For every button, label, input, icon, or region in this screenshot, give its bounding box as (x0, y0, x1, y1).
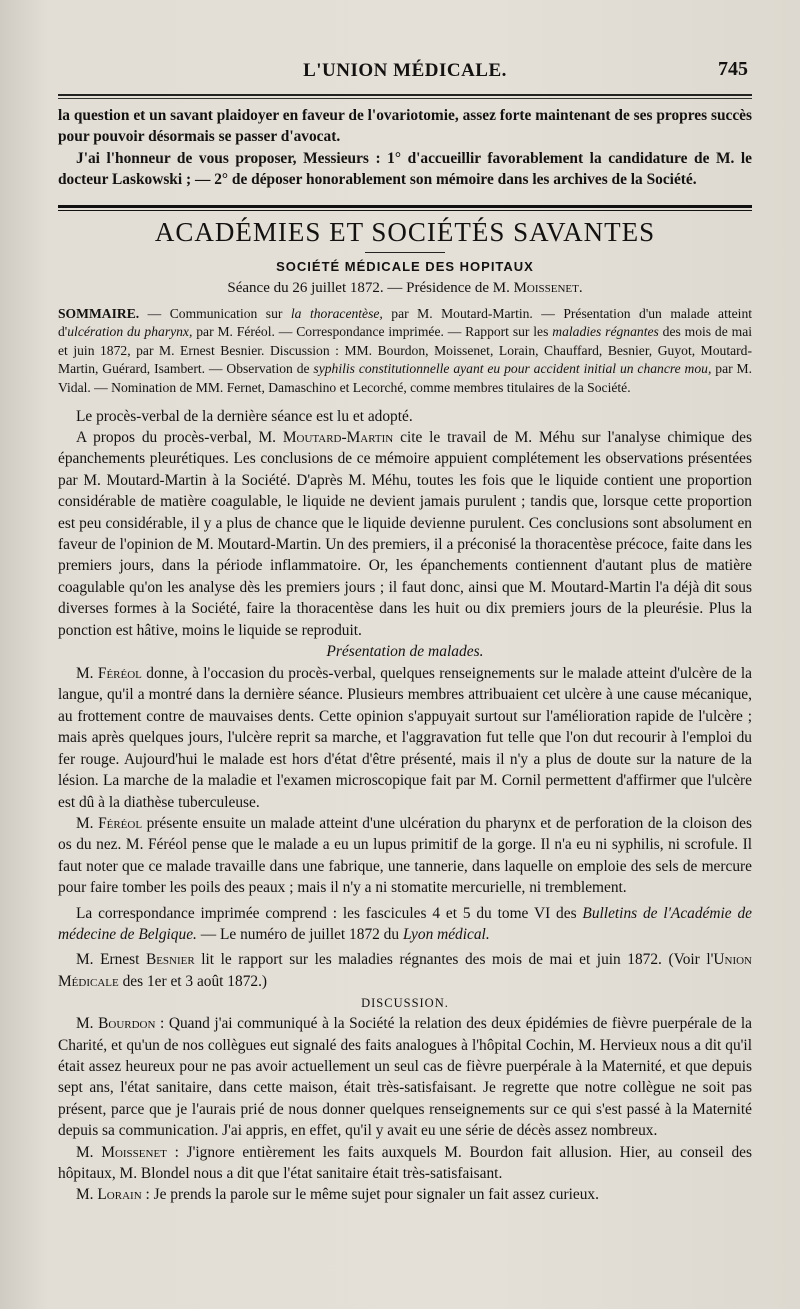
summary-part-b: par M. Moutard-Martin. — Présentation d'un malade atteint d' (58, 305, 753, 340)
summary-italic-a: la thoracentèse, (290, 305, 383, 321)
moutard-text-b: cite le travail de M. Méhu sur l'analyse chimique des épanchements pleurétiques. Les conclusions de ce mémoire appuient complétement les observations présentées par M. Moutard-Martin à la Société. D'après M. Méhu, toutes les fois que le liquide contient une proportion considérable de matière coagulable, le liquide ne devient jamais purulent ; tandis que, lorsque cette proportion est peu considérable, il y a plus de chance que le liquide devienne purulent. Ces conclusions sont absolument en faveur de l'opinion de M. Moutard-Martin. Un des premiers, il a préconisé la thoracentèse précoce, faite dans les premiers jours, dans la période inflammatoire. Or, les épanchements contiennent d'autant plus de matière coagulable qu'on les analyse dès les premiers jours ; il faut donc, ainsi que M. Moutard-Martin l'a déjà dit sous diverses formes à la Société, faire la thoracentèse dans les huit ou dix premiers jours de la pleurésie. Plus la ponction est hâtive, moins le liquide se reproduit. (58, 429, 752, 639)
lorain-text-a: M. (76, 1186, 94, 1204)
speaker-moissenet: Moissenet (101, 1143, 167, 1161)
speaker-bourdon: Bourdon (98, 1015, 156, 1033)
summary-label: SOMMAIRE. (58, 305, 140, 321)
speaker-lorain: Lorain (97, 1186, 142, 1204)
bourdon-text-b: : Quand j'ai communiqué à la Société la relation des deux épidémies de fièvre puerpérale de la Charité, et qu'un de nos collègues eut signalé des faits analogues à l'hôpital Cochin, M. Hervieux nous a dit qu'il était assez heureux pour ne pas avoir actuellement un seul cas de fièvre puerpérale à la Maternité, et que depuis sept ans, l'état sanitaire, dans cette maison, était très-satisfaisant. Je regrette que notre collègue ne soit pas présent, parce que je l'aurais prié de nous donner quelques renseignements sur ce qui s'est passé à la Maternité depuis sa communication. J'ai appris, en effet, qu'il y avait eu une série de décès assez nombreux. (58, 1015, 752, 1140)
fereol1-text-b: donne, à l'occasion du procès-verbal, quelques renseignements sur le malade atteint d'ulcère de la langue, qu'il a montré dans la dernière séance. Plusieurs membres attribuaient cet ulcère à une cause mécanique, au frottement contre de mauvaises dents. Cette opinion s'appuyait surtout sur l'amélioration rapide de l'ulcère ; mais après quelques jours, l'ulcère reprit sa marche, et l'aggravation fut telle que l'on dut recourir à l'emploi du fer rouge. Aujourd'hui le malade est hors d'état d'être présenté, mais il n'y a plus de doute sur la nature de la lésion. La marche de la maladie et l'examen microscopique fait par M. Cornil permettent d'affirmer que l'ulcère est dû à la diathèse tuberculeuse. (58, 665, 752, 811)
page-number: 745 (718, 58, 748, 80)
page-header (58, 52, 752, 94)
summary-italic-c: maladies régnantes (552, 324, 659, 340)
title-rule (365, 252, 445, 253)
moissenet-paragraph (58, 1142, 752, 1185)
besnier-text-c: des 1er et 3 août 1872.) (122, 972, 268, 990)
speaker-moutard: Moutard-Martin (282, 429, 394, 446)
fereol1-text-a: M. (76, 665, 94, 683)
seance-text: Séance du 26 juillet 1872. — Présidence de M. (227, 279, 510, 296)
moutard-text-a: A propos du procès-verbal, M. (76, 429, 277, 446)
fereol-paragraph-2 (58, 813, 752, 899)
intro-paragraph-1: la question et un savant plaidoyer en faveur de l'ovariotomie, assez forte maintenant de ses propres succès pour pouvoir désormais se passer d'avocat. (58, 107, 752, 146)
discussion-heading: DISCUSSION. (361, 996, 449, 1011)
president-name: Moissenet. (513, 279, 583, 296)
summary-italic-d: syphilis constitutionnelle ayant eu pour accident initial un chancre mou, (313, 361, 712, 377)
speaker-fereol-2: Féréol (98, 814, 143, 832)
summary-part-e: par M. Vidal. — Nomination de MM. Fernet, Damaschino et Lecorché, comme membres titulaires de la Société. (58, 361, 752, 395)
summary-block (58, 305, 752, 398)
besnier-paragraph (58, 949, 752, 992)
summary-part-a: — Communication sur (147, 305, 283, 321)
union-medicale-ref: Union Médicale (58, 951, 752, 990)
fereol2-text-a: M. (76, 814, 94, 832)
running-title: L'UNION MÉDICALE. (303, 60, 507, 81)
summary-part-c: par M. Féréol. — Correspondance imprimée. — Rapport sur les (196, 324, 549, 340)
presentation-heading: Présentation de malades. (326, 643, 484, 661)
summary-part-d: des mois de mai et juin 1872, par M. Ernest Besnier. Discussion : MM. Bourdon, Moissenet, Lorain, Chauffard, Besnier, Guyot, Moutard-Martin, Guérard, Isambert. — Observation de (58, 324, 752, 377)
proces-verbal-paragraph: Le procès-verbal de la dernière séance est lu et adopté. (76, 407, 413, 425)
bourdon-paragraph (58, 1013, 752, 1141)
header-rule-thin (58, 98, 752, 99)
corr-text-b: — Le numéro de juillet 1872 du (200, 925, 400, 943)
speaker-fereol: Féréol (97, 665, 142, 683)
lorain-text-b: : Je prends la parole sur le même sujet pour signaler un fait assez curieux. (145, 1186, 599, 1204)
corr-text-a: La correspondance imprimée comprend : les fascicules 4 et 5 du tome VI des (76, 904, 577, 922)
correspondence-paragraph (58, 903, 752, 946)
header-rule (58, 94, 752, 96)
fereol-paragraph-1 (58, 663, 752, 813)
corr-italic-1: Bulletins de l'Académie de médecine de Belgique. (58, 904, 752, 943)
section-divider (58, 205, 752, 211)
moissenet-text-b: : J'ignore entièrement les faits auxquels M. Bourdon fait allusion. Hier, au conseil des hôpitaux, M. Blondel nous a dit que l'état sanitaire était très-satisfaisant. (58, 1143, 752, 1182)
moutard-paragraph (58, 427, 752, 641)
corr-italic-2: Lyon médical. (402, 925, 490, 943)
fereol2-text-b: présente ensuite un malade atteint d'une ulcération du pharynx et de perforation de la cloison des os du nez. M. Féréol pense que le malade a eu un lupus primitif de la gorge. Il n'a eu ni syphilis, ni scrofule. Il faut noter que ce malade travaille dans une fabrique, une tannerie, dans laquelle on emploie des sels de mercure pour faire tomber les poils des peaux ; mais il n'y a ni stomatite mercurielle, ni tremblement. (58, 814, 752, 897)
speaker-besnier: Besnier (145, 951, 195, 969)
summary-italic-b: ulcération du pharynx, (67, 324, 193, 340)
seance-line (58, 280, 752, 297)
besnier-text-b: lit le rapport sur les maladies régnantes des mois de mai et juin 1872. (Voir l' (201, 951, 714, 969)
section-title: ACADÉMIES ET SOCIÉTÉS SAVANTES (154, 216, 656, 247)
bourdon-text-a: M. (76, 1015, 94, 1033)
society-name: SOCIÉTÉ MÉDICALE DES HOPITAUX (276, 258, 534, 274)
lorain-paragraph (58, 1184, 752, 1205)
besnier-text-a: M. Ernest (76, 951, 140, 969)
intro-paragraph-2: J'ai l'honneur de vous proposer, Messieurs : 1° d'accueillir favorablement la candidature de M. le docteur Laskowski ; — 2° de déposer honorablement son mémoire dans les archives de la Société. (58, 149, 752, 189)
moissenet-text-a: M. (76, 1143, 94, 1161)
